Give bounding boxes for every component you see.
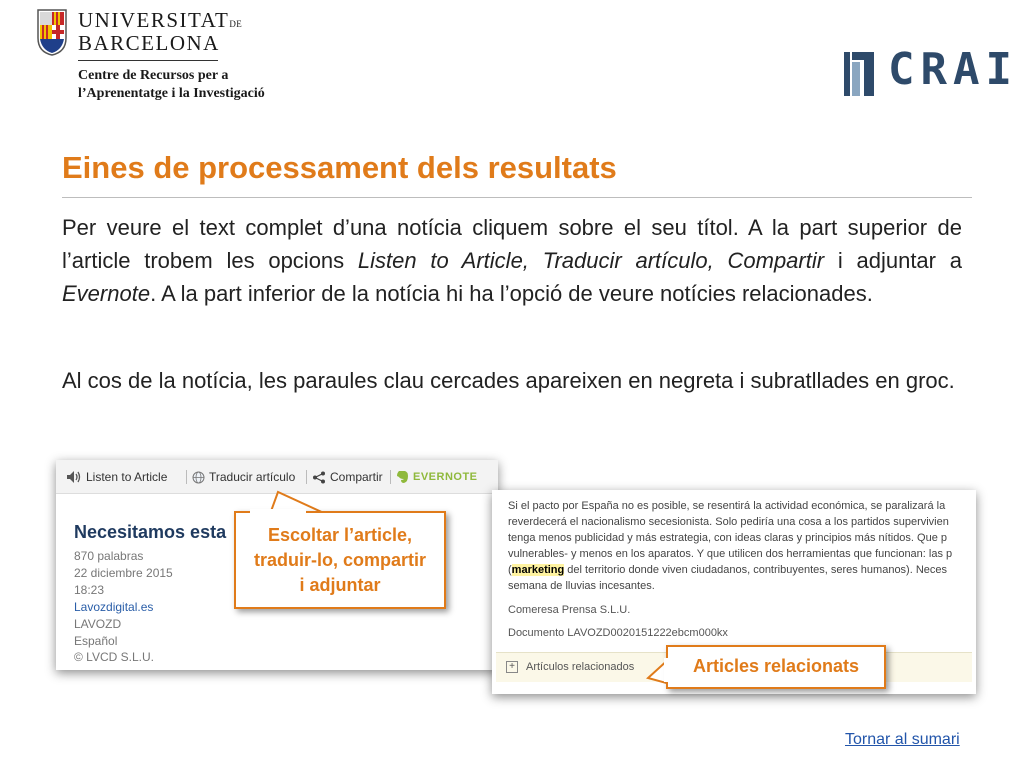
- back-to-summary-link[interactable]: Tornar al sumari: [845, 731, 960, 748]
- globe-icon: [192, 471, 205, 484]
- article-body-line: semana de lluvias incesantes.: [508, 580, 655, 592]
- university-name-line1: UNIVERSITATDE: [78, 8, 243, 32]
- article-toolbar: [56, 460, 498, 494]
- article-source-code: LAVOZD: [74, 617, 122, 631]
- expand-plus-icon[interactable]: +: [506, 661, 518, 673]
- callout-pointer-joint: [250, 509, 306, 513]
- toolbar-separator: [306, 470, 307, 484]
- listen-to-article-label: Listen to Article: [86, 470, 168, 484]
- evernote-label: EVERNOTE: [413, 471, 478, 483]
- university-crest-icon: [36, 8, 68, 56]
- article-body-line: vulnerables- y menos en los aparatos. Y que utilicen dos herramientas que funcionan: las p: [508, 548, 953, 560]
- paragraph-intro-options: Listen to Article, Traducir artículo, Compartir: [357, 248, 825, 273]
- title-divider: [62, 197, 972, 198]
- listen-to-article-button[interactable]: [66, 470, 167, 484]
- paragraph-intro-text: Per veure el text complet d’una notícia cliquem sobre el seu títol. A la part superior de l’article trobem les opcions: [62, 215, 962, 273]
- callout-line: Articles relacionats: [692, 656, 860, 676]
- translate-article-button[interactable]: [192, 470, 295, 484]
- article-time: 18:23: [74, 583, 105, 597]
- callout-related-articles: [666, 645, 886, 689]
- article-body-text: [508, 498, 976, 594]
- article-body-line: (marketing del territorio donde viven ciudadanos, contribuyentes, seres humanos). Neces: [508, 564, 948, 576]
- article-publisher: Comeresa Prensa S.L.U.: [508, 604, 631, 616]
- paragraph-intro: [62, 211, 962, 310]
- translate-article-label: Traducir artículo: [209, 470, 296, 484]
- share-label: Compartir: [330, 470, 383, 484]
- article-copyright: © LVCD S.L.U.: [74, 650, 154, 664]
- evernote-icon: [396, 470, 409, 484]
- share-icon: [312, 471, 326, 484]
- paragraph-intro-text: . A la part inferior de la notícia hi ha l’opció de veure notícies relacionades.: [150, 281, 873, 306]
- article-title-link[interactable]: Necesitamos esta: [74, 522, 227, 542]
- callout-line: traduir-lo, compartir: [253, 550, 427, 570]
- article-body-line: Si el pacto por España no es posible, se resentirá la actividad económica, se paralizará la: [508, 500, 946, 512]
- toolbar-separator: [186, 470, 187, 484]
- article-date: 22 diciembre 2015: [74, 566, 173, 580]
- toolbar-separator: [390, 470, 391, 484]
- header-divider: [78, 60, 218, 61]
- article-body-line: reverdecerá el nacionalismo secesionista. Solo pediría una cosa a los partidos supervivien: [508, 516, 949, 528]
- paragraph-intro-evernote: Evernote: [62, 281, 151, 306]
- article-language: Español: [74, 634, 118, 648]
- callout-line: i adjuntar: [299, 575, 381, 595]
- centre-name-line1: Centre de Recursos per a: [78, 68, 229, 83]
- paragraph-keywords: Al cos de la notícia, les paraules clau cercades apareixen en negreta i subratllades en groc.: [62, 368, 955, 393]
- callout-toolbar-options: [234, 511, 446, 609]
- article-document-id: Documento LAVOZD0020151222ebcm000kx: [508, 627, 728, 639]
- crai-logo-text: CRAI: [888, 44, 1018, 95]
- paragraph-intro-text: i adjuntar a: [824, 248, 962, 273]
- share-button[interactable]: [312, 470, 383, 484]
- article-word-count: 870 palabras: [74, 549, 144, 563]
- callout-line: Escoltar l’article,: [267, 525, 413, 545]
- article-body-line: tenga menos publicidad y más estrategia, con ideas claras y principios más nítidos. Que p: [508, 532, 948, 544]
- related-articles-link[interactable]: Artículos relacionados: [526, 661, 635, 673]
- article-source-link[interactable]: Lavozdigital.es: [74, 600, 154, 614]
- speaker-icon: [66, 470, 82, 484]
- callout-pointer-joint: [664, 658, 669, 682]
- highlighted-keyword: marketing: [511, 564, 565, 576]
- university-name-line2: BARCELONA: [78, 31, 220, 55]
- centre-name-line2: l’Aprenentatge i la Investigació: [78, 86, 265, 101]
- page-title: Eines de processament dels resultats: [62, 150, 617, 185]
- evernote-button[interactable]: [396, 470, 478, 484]
- header: [0, 0, 1024, 130]
